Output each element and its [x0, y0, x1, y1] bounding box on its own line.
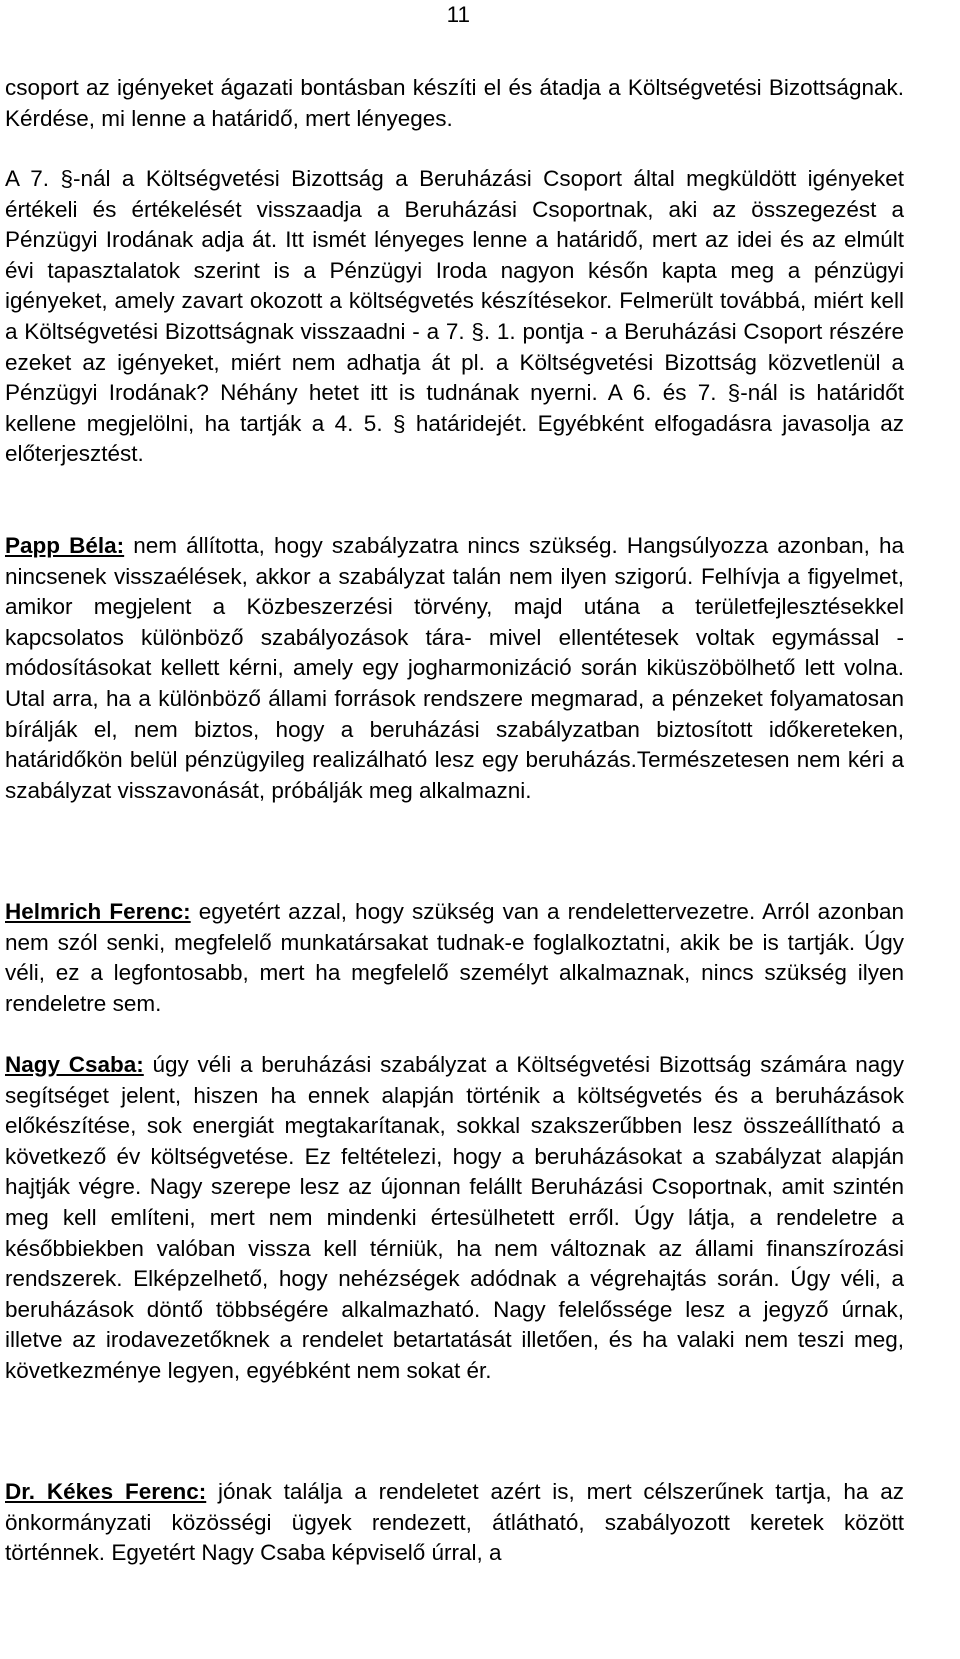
speaker-remarks: úgy véli a beruházási szabályzat a Költségvetési Bizottság számára nagy segítséget jelent, hiszen ha ennek alapján történik a költségvetés és a beruházások előkészítése, sok energiát megtakarítanak, sokkal szakszerűbben lesz összeállítható a következő év költségvetése. Ez feltételezi, hogy a beruházásokat a szabályzat alapján hajtják végre. Nagy szerepe lesz az újonnan felállt Beruházási Csoportnak, amit szintén meg kell említeni, mert nem mindenki értesülhetett erről. Úgy látja, a rendeletre a későbbiekben valóban vissza kell térniük, ha nem változnak az állami finanszírozási rendszerek. Elképzelhető, hogy nehézségek adódnak a végrehajtás során. Úgy véli, a beruházások döntő többségére alkalmazható. Nagy felelőssége lesz a jegyző úrnak, illetve az irodavezetőknek a rendelet betartatását illetően, és ha valaki nem teszi meg, következménye legyen, egyébként nem sokat ér. — [5, 1052, 904, 1383]
speaker-name: Papp Béla: — [5, 533, 125, 558]
speaker-remarks: egyetért azzal, hogy szükség van a rendelettervezetre. Arról azonban nem szól senki, megfelelő munkatársakat tudnak-e foglalkoztatni, akik be is tartják. Úgy véli, ez a legfontosabb, mert ha megfelelő személyt alkalmaznak, nincs szükség ilyen rendeletre sem. — [5, 899, 905, 1016]
speaker-name: Nagy Csaba: — [5, 1052, 144, 1077]
paragraph-section-7: A 7. §-nál a Költségvetési Bizottság a Beruházási Csoport által megküldött igényeket értékeli és értékelését visszaadja a Beruházási Csoportnak, aki az összegezést a Pénzügyi Irodának adja át. Itt ismét lényeges lenne a határidő, mert az idei és az elmúlt évi tapasztalatok szerint is a Pénzügyi Iroda nagyon későn kapta meg a pénzügyi igényeket, amely zavart okozott a költségvetés készítésekor. Felmerült továbbá, miért kell a Költségvetési Bizottságnak visszaadni - a 7. §. 1. pontja - a Beruházási Csoport részére ezeket az igényeket, miért nem adhatja át pl. a Költségvetési Bizottság közvetlenül a Pénzügyi Irodának? Néhány hetet itt is tudnának nyerni. A 6. és 7. §-nál is határidőt kellene megjelölni, ha tartják a 4. 5. § határidejét. Egyébként elfogadásra javasolja az előterjesztést. — [5, 166, 904, 467]
speaker-remarks: nem állította, hogy szabályzatra nincs szükség. Hangsúlyozza azonban, ha nincsenek visszaélések, akkor a szabályzat talán nem ilyen szigorú. Felhívja a figyelmet, amikor megjelent a Közbeszerzési törvény, majd utána a területfejlesztésekkel kapcsolatos különböző szabályozások tára- mivel ellentétesek voltak egymással - módosításokat kellett kérni, amely egy jogharmonizáció során kiküszöbölhető lett volna. Utal arra, ha a különböző állami források rendszere megmarad, a pénzeket folyamatosan bírálják el, nem biztos, hogy a beruházási szabályzatban biztosított időkereteken, határidőkön belül pénzügyileg realizálható lesz egy beruházás.Természetesen nem kéri a szabályzat visszavonását, próbálják meg alkalmazni. — [5, 533, 904, 803]
paragraph-dr-kekes-ferenc — [5, 1477, 904, 1569]
paragraph-nagy-csaba — [5, 1050, 904, 1387]
speaker-name: Dr. Kékes Ferenc: — [5, 1479, 207, 1504]
paragraph-helmrich-ferenc — [5, 897, 904, 1019]
paragraph-intro: csoport az igényeket ágazati bontásban készíti el és átadja a Költségvetési Bizottságnak. Kérdése, mi lenne a határidő, mert lényeges. — [5, 75, 904, 131]
page-number: 11 — [446, 2, 470, 27]
speaker-name: Helmrich Ferenc: — [5, 899, 191, 924]
paragraph-papp-bela — [5, 531, 904, 806]
speaker-remarks: jónak találja a rendeletet azért is, mert célszerűnek tartja, ha az önkormányzati közösségi ügyek rendezett, átlátható, szabályozott keretek között történnek. Egyetért Nagy Csaba képviselő úrral, a — [5, 1479, 904, 1566]
